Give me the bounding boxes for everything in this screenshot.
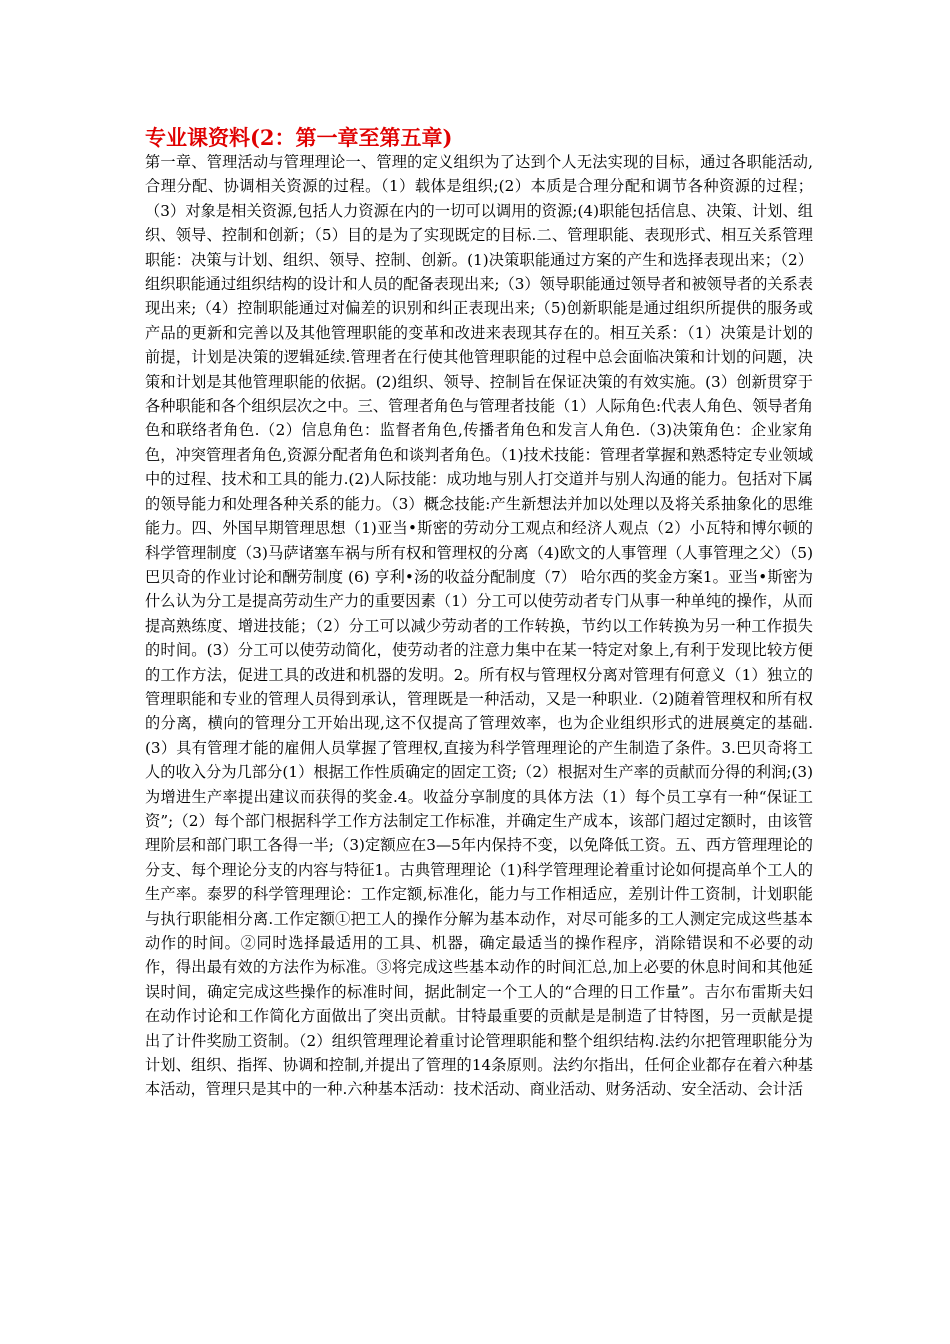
document-title: 专业课资料(2：第一章至第五章) xyxy=(145,125,453,150)
document-body-text: 第一章、管理活动与管理理论一、管理的定义组织为了达到个人无法实现的目标，通过各职能活动,合理分配、协调相关资源的过程。（1）载体是组织;(2）本质是合理分配和调节各种资源的过程；（3）对象是相关资源,包括人力资源在内的一切可以调用的资源;(4)职能包括信息、决策、计划、组织、领导、控制和创新；（5）目的是为了实现既定的目标.二、管理职能、表现形式、相互关系管理职能：决策与计划、组织、领导、控制、创新。(1)决策职能通过方案的产生和选择表现出来；（2）组织职能通过组织结构的设计和人员的配备表现出来;（3）领导职能通过领导者和被领导者的关系表现出来;（4）控制职能通过对偏差的识别和纠正表现出来;（5)创新职能是通过组织所提供的服务或产品的更新和完善以及其他管理职能的变革和改进来表现其存在的。相互关系：（1）决策是计划的前提，计划是决策的逻辑延续.管理者在行使其他管理职能的过程中总会面临决策和计划的问题，决策和计划是其他管理职能的依据。(2)组织、领导、控制旨在保证决策的有效实施。(3）创新贯穿于各种职能和各个组织层次之中。三、管理者角色与管理者技能（1）人际角色:代表人角色、领导者角色和联络者角色.（2）信息角色：监督者角色,传播者角色和发言人角色.（3)决策角色：企业家角色，冲突管理者角色,资源分配者角色和谈判者角色。（1)技术技能：管理者掌握和熟悉特定专业领域中的过程、技术和工具的能力.(2)人际技能：成功地与别人打交道并与别人沟通的能力。包括对下属的领导能力和处理各种关系的能力。（3）概念技能:产生新想法并加以处理以及将关系抽象化的思维能力。四、外国早期管理思想（1)亚当•斯密的劳动分工观点和经济人观点（2）小瓦特和博尔顿的科学管理制度（3)马萨诸塞车祸与所有权和管理权的分离（4)欧文的人事管理（人事管理之父）（5) 巴贝奇的作业讨论和酬劳制度 (6) 亨利•汤的收益分配制度（7） 哈尔西的奖金方案1。亚当•斯密为什么认为分工是提高劳动生产力的重要因素（1）分工可以使劳动者专门从事一种单纯的操作，从而提高熟练度、增进技能；（2）分工可以减少劳动者的工作转换，节约以工作转换为另一种工作损失的时间。(3）分工可以使劳动简化，使劳动者的注意力集中在某一特定对象上,有利于发现比较方便的工作方法，促进工具的改进和机器的发明。2。所有权与管理权分离对管理有何意义（1）独立的管理职能和专业的管理人员得到承认，管理既是一种活动，又是一种职业.（2)随着管理权和所有权的分离，横向的管理分工开始出现,这不仅提高了管理效率，也为企业组织形式的进展奠定的基础.(3）具有管理才能的雇佣人员掌握了管理权,直接为科学管理理论的产生制造了条件。3.巴贝奇将工人的收入分为几部分(1）根据工作性质确定的固定工资;（2）根据对生产率的贡献而分得的利润;(3)为增进生产率提出建议而获得的奖金.4。收益分享制度的具体方法（1）每个员工享有一种“保证工资”;（2）每个部门根据科学工作方法制定工作标准，并确定生产成本，该部门超过定额时，由该管理阶层和部门职工各得一半;（3)定额应在3—5年内保持不变，以免降低工资。五、西方管理理论的分支、每个理论分支的内容与特征1。古典管理理论（1)科学管理理论着重讨论如何提高单个工人的生产率。泰罗的科学管理理论：工作定额,标准化，能力与工作相适应，差别计件工资制，计划职能与执行职能相分离.工作定额①把工人的操作分解为基本动作，对尽可能多的工人测定完成这些基本动作的时间。②同时选择最适用的工具、机器，确定最适当的操作程序，消除错误和不必要的动作，得出最有效的方法作为标准。③将完成这些基本动作的时间汇总,加上必要的休息时间和其他延误时间，确定完成这些操作的标准时间，据此制定一个工人的“合理的日工作量”。吉尔布雷斯夫妇在动作讨论和工作简化方面做出了突出贡献。甘特最重要的贡献是是制造了甘特图，另一贡献是提出了计件奖励工资制。（2）组织管理理论着重讨论管理职能和整个组织结构.法约尔把管理职能分为计划、组织、指挥、协调和控制,并提出了管理的14条原则。法约尔指出，任何企业都存在着六种基本活动，管理只是其中的一种.六种基本活动：技术活动、商业活动、财务活动、安全活动、会计活 xyxy=(145,153,813,1099)
